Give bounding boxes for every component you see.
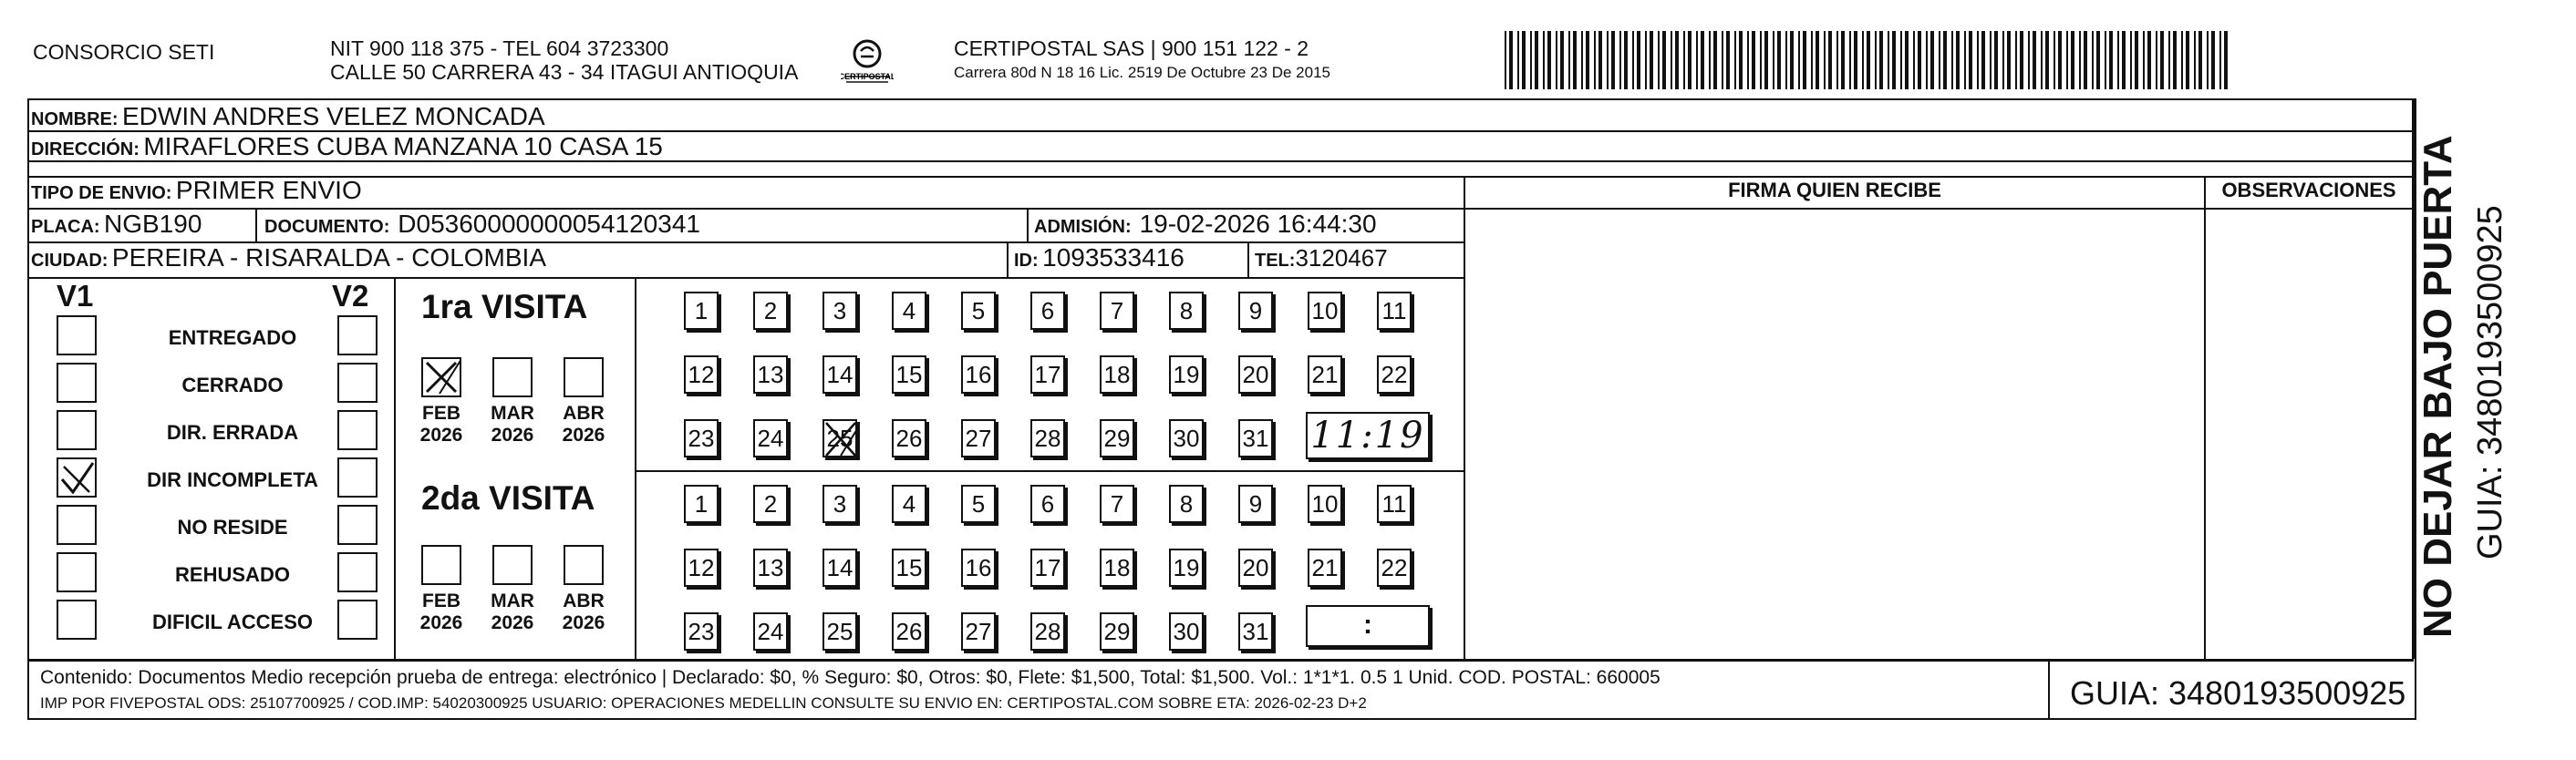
day-box[interactable]: 14 <box>822 355 857 394</box>
day-box[interactable]: 20 <box>1238 549 1273 587</box>
barcode-bar <box>1900 31 1902 89</box>
recipient-address: MIRAFLORES CUBA MANZANA 10 CASA 15 <box>143 132 663 160</box>
barcode-bar <box>1969 31 1972 89</box>
day-box[interactable]: 10 <box>1308 485 1342 523</box>
barcode-bar <box>1713 31 1717 89</box>
barcode-bar <box>1535 31 1538 89</box>
first-visit-time-value: 11:19 <box>1310 415 1425 457</box>
barcode-bar <box>1568 31 1570 89</box>
city-label: CIUDAD: <box>31 251 109 271</box>
barcode-bar <box>1875 31 1877 89</box>
barcode-bar <box>1624 31 1628 89</box>
name-label: NOMBRE: <box>31 109 119 129</box>
barcode-bar <box>2054 31 2055 89</box>
month-label: MAR 2026 <box>491 403 534 446</box>
barcode-bar <box>2117 31 2119 89</box>
barcode-bar <box>1611 31 1615 89</box>
day-box[interactable]: 15 <box>892 549 926 587</box>
day-box[interactable]: 7 <box>1100 292 1134 330</box>
v2-header: V2 <box>332 279 369 313</box>
admission-date: 19-02-2026 16:44:30 <box>1139 210 1377 238</box>
nit-line: NIT 900 118 375 - TEL 604 3723300 <box>330 36 669 60</box>
month-label: FEB 2026 <box>419 591 463 633</box>
footer-guide: GUIA: 3480193500925 <box>2070 674 2406 712</box>
day-box[interactable]: 10 <box>1308 292 1342 330</box>
barcode-bar <box>2122 31 2126 89</box>
day-box[interactable]: 3 <box>822 485 857 523</box>
barcode-bar <box>1581 31 1583 89</box>
day-box[interactable]: 2 <box>753 292 788 330</box>
barcode-bar <box>1645 31 1647 89</box>
certipostal-logo <box>841 36 894 87</box>
day-box[interactable]: 24 <box>753 612 788 651</box>
v2-checkbox[interactable] <box>337 315 378 355</box>
day-box[interactable]: 7 <box>1100 485 1134 523</box>
barcode-bar <box>1803 31 1806 89</box>
barcode-bar <box>1675 31 1679 89</box>
status-label: DIR. ERRADA <box>166 421 299 444</box>
v1-checkbox[interactable] <box>57 552 97 592</box>
barcode-bar <box>2168 31 2170 89</box>
status-label: ENTREGADO <box>168 326 297 349</box>
barcode-bar <box>1701 31 1704 89</box>
day-box[interactable]: 29 <box>1100 612 1134 651</box>
second-visit-time[interactable]: : <box>1306 605 1430 647</box>
day-box[interactable]: 21 <box>1308 355 1342 394</box>
day-box[interactable]: 18 <box>1100 549 1134 587</box>
barcode-bar <box>1811 31 1813 89</box>
barcode-bar <box>1939 31 1940 89</box>
v2-checkbox[interactable] <box>337 505 378 545</box>
barcode-bar <box>2207 31 2209 89</box>
barcode-bar <box>1760 31 1762 89</box>
barcode-bar <box>1777 31 1781 89</box>
barcode-bar <box>1943 31 1947 89</box>
barcode-bar <box>1862 31 1864 89</box>
day-box[interactable]: 8 <box>1169 485 1204 523</box>
license-line: Carrera 80d N 18 16 Lic. 2519 De Octubre 23 De 2015 <box>954 64 1330 81</box>
v1-checkbox[interactable] <box>57 363 97 403</box>
ship-type-label: TIPO DE ENVIO: <box>31 183 172 203</box>
barcode-bar <box>1964 31 1966 89</box>
barcode-bar <box>1598 31 1602 89</box>
barcode-bar <box>1977 31 1979 89</box>
barcode-bar <box>2092 31 2094 89</box>
month-checkbox[interactable] <box>421 357 461 397</box>
imp-line: IMP POR FIVEPOSTAL ODS: 25107700925 / COD.IMP: 54020300925 USUARIO: OPERACIONES MEDELLIN CONSULTE SU ENVIO EN: CERTIPOSTAL.COM SOBRE ETA: 2026-02-23 D+2 <box>40 694 1367 712</box>
recipient-address-row <box>31 131 663 162</box>
plate-row <box>31 209 202 241</box>
id-row <box>1014 242 1185 277</box>
barcode-bar <box>1619 31 1621 89</box>
v1-checkbox[interactable] <box>57 410 97 450</box>
barcode-bar <box>1722 31 1723 89</box>
day-box[interactable]: 12 <box>684 549 719 587</box>
day-box[interactable]: 22 <box>1377 355 1412 394</box>
barcode-bar <box>1530 31 1532 89</box>
day-box[interactable]: 25 <box>822 419 857 457</box>
barcode-bar <box>1650 31 1653 89</box>
v1-checkbox[interactable] <box>57 315 97 355</box>
recipient-name: EDWIN ANDRES VELEZ MONCADA <box>122 102 545 130</box>
no-dejar-bajo-puerta: NO DEJAR BAJO PUERTA <box>2416 135 2460 638</box>
barcode-bar <box>2071 31 2074 89</box>
recipient-name-row <box>31 101 545 132</box>
day-box[interactable]: 28 <box>1030 419 1065 457</box>
status-label: REHUSADO <box>175 563 290 586</box>
document-label: DOCUMENTO: <box>264 217 390 237</box>
barcode-bar <box>2041 31 2043 89</box>
day-box[interactable]: 6 <box>1030 292 1065 330</box>
barcode-bar <box>1556 31 1557 89</box>
barcode-bar <box>2015 31 2017 89</box>
day-box[interactable]: 5 <box>961 485 996 523</box>
month-checkbox[interactable] <box>492 357 533 397</box>
plate: NGB190 <box>104 210 202 238</box>
barcode-bar <box>1816 31 1819 89</box>
document-row <box>264 209 700 241</box>
barcode-bar <box>1543 31 1545 89</box>
barcode-bar <box>2173 31 2177 89</box>
day-box[interactable]: 19 <box>1169 549 1204 587</box>
day-box[interactable]: 31 <box>1238 612 1273 651</box>
id-number: 1093533416 <box>1042 243 1185 272</box>
barcode-bar <box>1594 31 1596 89</box>
v1-checkbox[interactable] <box>57 457 97 498</box>
barcode-bar <box>1854 31 1857 89</box>
content-line: Contenido: Documentos Medio recepción prueba de entrega: electrónico | Declarado: $0, % Seguro: $0, Otros: $0, Flete: $1,500, Total: $1,500. Vol.: 1*1*1. 0.5 1 Unid. COD. POSTAL: 660005 <box>40 667 1660 688</box>
day-box[interactable]: 26 <box>892 419 926 457</box>
day-box[interactable]: 27 <box>961 612 996 651</box>
day-box[interactable]: 1 <box>684 485 719 523</box>
barcode-bar <box>1517 31 1519 89</box>
month-label: ABR 2026 <box>562 403 605 446</box>
day-box[interactable]: 6 <box>1030 485 1065 523</box>
status-label: NO RESIDE <box>177 516 288 539</box>
day-box[interactable]: 30 <box>1169 612 1204 651</box>
barcode-bar <box>1879 31 1883 89</box>
day-box[interactable]: 8 <box>1169 292 1204 330</box>
barcode-bar <box>2219 31 2221 89</box>
v2-checkbox[interactable] <box>337 552 378 592</box>
barcode-bar <box>2224 31 2228 89</box>
barcode-bar <box>1913 31 1915 89</box>
barcode-bar <box>1747 31 1749 89</box>
document-number: D05360000000054120341 <box>398 210 700 238</box>
barcode-bar <box>2186 31 2189 89</box>
day-box[interactable]: 26 <box>892 612 926 651</box>
barcode-bar <box>1607 31 1609 89</box>
tel-row <box>1255 242 1388 277</box>
barcode-bar <box>2028 31 2030 89</box>
id-label: ID: <box>1014 251 1039 271</box>
day-box[interactable]: 11 <box>1377 292 1412 330</box>
month-checkbox[interactable] <box>421 545 461 585</box>
address-label: DIRECCIÓN: <box>31 139 140 159</box>
barcode-bar <box>1734 31 1736 89</box>
barcode-bar <box>2096 31 2100 89</box>
barcode-bar <box>1926 31 1928 89</box>
barcode-bar <box>2194 31 2196 89</box>
day-box[interactable]: 14 <box>822 549 857 587</box>
month-checkbox[interactable] <box>564 545 604 585</box>
barcode-bar <box>2058 31 2062 89</box>
barcode-bar <box>1798 31 1800 89</box>
city: PEREIRA - RISARALDA - COLOMBIA <box>111 243 547 272</box>
v2-checkbox[interactable] <box>337 410 378 450</box>
company-name: CONSORCIO SETI <box>33 40 215 64</box>
barcode-bar <box>1764 31 1768 89</box>
barcode-bar <box>1892 31 1896 89</box>
day-box[interactable]: 23 <box>684 419 719 457</box>
barcode-bar <box>1752 31 1755 89</box>
day-box[interactable]: 30 <box>1169 419 1204 457</box>
barcode-bar <box>2084 31 2087 89</box>
barcode-bar <box>1688 31 1691 89</box>
day-box[interactable]: 5 <box>961 292 996 330</box>
barcode-bar <box>1918 31 1921 89</box>
barcode-bar <box>1696 31 1698 89</box>
barcode-bar <box>2079 31 2081 89</box>
barcode-bar <box>1637 31 1640 89</box>
day-box[interactable]: 13 <box>753 549 788 587</box>
barcode-bar <box>1828 31 1832 89</box>
day-box[interactable]: 23 <box>684 612 719 651</box>
month-checkbox[interactable] <box>564 357 604 397</box>
day-box[interactable]: 16 <box>961 549 996 587</box>
barcode-bar <box>1586 31 1589 89</box>
day-box[interactable]: 13 <box>753 355 788 394</box>
day-box[interactable]: 19 <box>1169 355 1204 394</box>
day-box[interactable]: 31 <box>1238 419 1273 457</box>
barcode-bar <box>1990 31 1991 89</box>
observations-column-header: OBSERVACIONES <box>2221 179 2396 201</box>
barcode-bar <box>2211 31 2215 89</box>
signature-column-header: FIRMA QUIEN RECIBE <box>1728 179 1941 201</box>
barcode-bar <box>1956 31 1960 89</box>
ship-type: PRIMER ENVIO <box>175 176 362 204</box>
plate-label: PLACA: <box>31 217 100 237</box>
barcode-bar <box>1632 31 1634 89</box>
barcode-bar <box>1888 31 1889 89</box>
logo-text: CERTIPOSTAL <box>841 72 894 81</box>
v1-checkbox[interactable] <box>57 505 97 545</box>
barcode-bar <box>2002 31 2004 89</box>
barcode-bar <box>1930 31 1934 89</box>
day-box[interactable]: 15 <box>892 355 926 394</box>
day-box[interactable]: 29 <box>1100 419 1134 457</box>
barcode-bar <box>1994 31 1998 89</box>
admission-row <box>1034 209 1377 241</box>
month-label: FEB 2026 <box>419 403 463 446</box>
v2-checkbox[interactable] <box>337 457 378 498</box>
v1-checkbox[interactable] <box>57 600 97 640</box>
month-label: ABR 2026 <box>562 591 605 633</box>
ship-type-row <box>31 175 362 208</box>
day-box[interactable]: 9 <box>1238 292 1273 330</box>
tel-label: TEL: <box>1255 251 1296 271</box>
barcode-bar <box>1849 31 1851 89</box>
day-box[interactable]: 25 <box>822 612 857 651</box>
barcode-bar <box>1905 31 1909 89</box>
barcode-bar <box>2160 31 2164 89</box>
barcode-bar <box>1573 31 1577 89</box>
barcode-bar <box>2007 31 2011 89</box>
barcode-bar <box>1547 31 1551 89</box>
month-label: MAR 2026 <box>491 591 534 633</box>
barcode-bar <box>1560 31 1564 89</box>
tel-number: 3120467 <box>1295 244 1388 272</box>
day-box[interactable]: 17 <box>1030 355 1065 394</box>
v2-checkbox[interactable] <box>337 363 378 403</box>
barcode-bar <box>1683 31 1685 89</box>
admission-label: ADMISIÓN: <box>1034 217 1132 237</box>
barcode-bar <box>1824 31 1826 89</box>
day-box[interactable]: 2 <box>753 485 788 523</box>
barcode-bar <box>2105 31 2106 89</box>
barcode-bar <box>1522 31 1526 89</box>
barcode-bar <box>2198 31 2202 89</box>
barcode-bar <box>2143 31 2145 89</box>
address-line: CALLE 50 CARRERA 43 - 34 ITAGUI ANTIOQUIA <box>330 60 799 84</box>
barcode-bar <box>1505 31 1506 89</box>
status-label: DIFICIL ACCESO <box>151 611 313 633</box>
day-box[interactable]: 9 <box>1238 485 1273 523</box>
day-box[interactable]: 17 <box>1030 549 1065 587</box>
day-box[interactable]: 24 <box>753 419 788 457</box>
barcode-bar <box>1739 31 1743 89</box>
barcode-bar <box>1790 31 1794 89</box>
day-box[interactable]: 20 <box>1238 355 1273 394</box>
v2-checkbox[interactable] <box>337 600 378 640</box>
barcode-bar <box>1773 31 1774 89</box>
city-row <box>31 242 546 277</box>
month-checkbox[interactable] <box>492 545 533 585</box>
barcode-bar <box>2181 31 2183 89</box>
day-box[interactable]: 22 <box>1377 549 1412 587</box>
barcode-bar <box>2109 31 2113 89</box>
barcode-bar <box>1726 31 1730 89</box>
first-visit-time[interactable] <box>1306 412 1430 459</box>
day-box[interactable]: 21 <box>1308 549 1342 587</box>
barcode-bar <box>2147 31 2151 89</box>
day-box[interactable]: 12 <box>684 355 719 394</box>
barcode-bar <box>1658 31 1660 89</box>
barcode-bar <box>1841 31 1845 89</box>
barcode <box>1505 31 2230 89</box>
barcode-bar <box>1836 31 1838 89</box>
barcode-bar <box>2135 31 2138 89</box>
barcode-bar <box>1509 31 1513 89</box>
day-box[interactable]: 16 <box>961 355 996 394</box>
day-box[interactable]: 28 <box>1030 612 1065 651</box>
barcode-bar <box>1785 31 1787 89</box>
barcode-bar <box>2045 31 2049 89</box>
side-guide: GUIA: 3480193500925 <box>2471 205 2509 560</box>
barcode-bar <box>2130 31 2132 89</box>
barcode-bar <box>1951 31 1953 89</box>
v1-header: V1 <box>57 279 94 313</box>
day-box[interactable]: 1 <box>684 292 719 330</box>
courier-line: CERTIPOSTAL SAS | 900 151 122 - 2 <box>954 36 1309 60</box>
first-visit-title: 1ra VISITA <box>421 288 588 325</box>
second-visit-title: 2da VISITA <box>421 479 595 517</box>
day-box[interactable]: 4 <box>892 485 926 523</box>
barcode-bar <box>2020 31 2023 89</box>
barcode-bar <box>1709 31 1711 89</box>
barcode-bar <box>2033 31 2036 89</box>
barcode-bar <box>1867 31 1870 89</box>
status-label: CERRADO <box>181 374 284 396</box>
barcode-bar <box>2156 31 2157 89</box>
day-box[interactable]: 11 <box>1377 485 1412 523</box>
barcode-bar <box>1671 31 1672 89</box>
day-box[interactable]: 18 <box>1100 355 1134 394</box>
barcode-bar <box>2066 31 2068 89</box>
day-box[interactable]: 3 <box>822 292 857 330</box>
barcode-bar <box>1662 31 1666 89</box>
day-box[interactable]: 4 <box>892 292 926 330</box>
day-box[interactable]: 27 <box>961 419 996 457</box>
barcode-bar <box>1981 31 1985 89</box>
status-label: DIR INCOMPLETA <box>147 468 318 491</box>
